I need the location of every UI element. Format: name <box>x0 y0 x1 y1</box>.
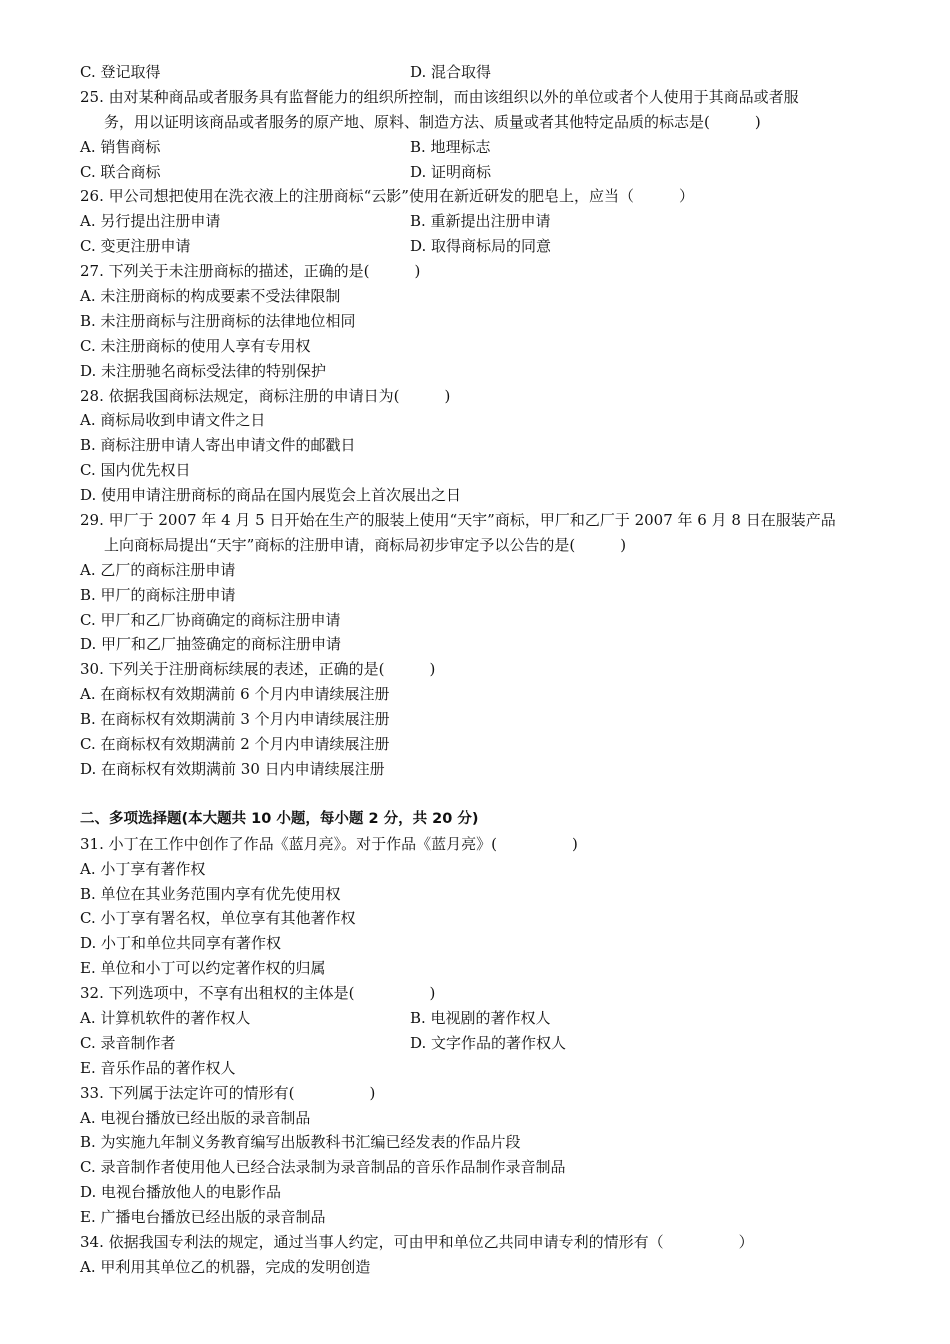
q28-option-d: D. 使用申请注册商标的商品在国内展览会上首次展出之日 <box>80 486 462 505</box>
q34-option-a: A. 甲利用其单位乙的机器，完成的发明创造 <box>80 1257 371 1276</box>
q25-options-cd <box>0 160 950 185</box>
q29-option-b: B. 甲厂的商标注册申请 <box>80 585 236 604</box>
q26-option-c: C. 变更注册申请 <box>80 237 191 256</box>
q25-options-ab <box>0 135 950 160</box>
q34-stem: 34. 依据我国专利法的规定，通过当事人约定，可由甲和单位乙共同申请专利的情形有（ ） <box>80 1232 754 1251</box>
q29-option-d: D. 甲厂和乙厂抽签确定的商标注册申请 <box>80 635 342 654</box>
q29-option-c: C. 甲厂和乙厂协商确定的商标注册申请 <box>80 610 341 629</box>
q26-option-a: A. 另行提出注册申请 <box>80 212 221 231</box>
q33-option-d: D. 电视台播放他人的电影作品 <box>80 1183 282 1202</box>
q28-option-c: C. 国内优先权日 <box>80 461 191 480</box>
section-spacer <box>0 782 950 807</box>
q26-option-b: B. 重新提出注册申请 <box>410 212 551 231</box>
q27-stem: 27. 下列关于未注册商标的描述，正确的是( ) <box>80 262 421 281</box>
q31-option-c: C. 小丁享有署名权，单位享有其他著作权 <box>80 909 356 928</box>
q26-options-ab <box>0 209 950 234</box>
q33-option-e: E. 广播电台播放已经出版的录音制品 <box>80 1208 326 1227</box>
q25-option-c: C. 联合商标 <box>80 162 161 181</box>
q25-option-a: A. 销售商标 <box>80 137 161 156</box>
q32-option-b: B. 电视剧的著作权人 <box>410 1008 551 1027</box>
emphasis-dots: 不享有 <box>198 984 244 1003</box>
q33-option-c: C. 录音制作者使用他人已经合法录制为录音制品的音乐作品制作录音制品 <box>80 1158 566 1177</box>
q25-stem-line-1: 25. 由对某种商品或者服务具有监督能力的组织所控制，而由该组织以外的单位或者个人使用于其商品或者服 <box>80 87 799 106</box>
q25-option-b: B. 地理标志 <box>410 137 491 156</box>
exam-page <box>0 60 950 1280</box>
q32-option-d: D. 文字作品的著作权人 <box>410 1033 567 1052</box>
q31-option-d: D. 小丁和单位共同享有著作权 <box>80 934 282 953</box>
q25-stem-line-2: 务，用以证明该商品或者服务的原产地、原料、制造方法、质量或者其他特定品质的标志是( ) <box>104 112 761 131</box>
q28-option-a: A. 商标局收到申请文件之日 <box>80 411 266 430</box>
q32-option-a: A. 计算机软件的著作权人 <box>80 1008 251 1027</box>
q32-stem: 32. 下列选项中，不享有出租权的主体是( ) <box>0 981 950 1006</box>
q24-option-c: C. 登记取得 <box>80 63 161 81</box>
section-heading: 二、多项选择题(本大题共 10 小题，每小题 2 分，共 20 分) <box>80 810 479 827</box>
q33-stem: 33. 下列属于法定许可的情形有( ) <box>80 1083 376 1102</box>
q26-stem: 26. 甲公司想把使用在洗衣液上的注册商标“云影”使用在新近研发的肥皂上，应当（ ） <box>80 187 694 206</box>
q32-option-e: E. 音乐作品的著作权人 <box>80 1058 236 1077</box>
q31-option-b: B. 单位在其业务范围内享有优先使用权 <box>80 884 341 903</box>
q32-options-cd <box>0 1031 950 1056</box>
q30-option-a: A. 在商标权有效期满前 6 个月内申请续展注册 <box>80 685 390 704</box>
q31-option-a: A. 小丁享有著作权 <box>80 859 206 878</box>
q27-option-c: C. 未注册商标的使用人享有专用权 <box>80 336 311 355</box>
q32-option-c: C. 录音制作者 <box>80 1033 176 1052</box>
q29-stem-line-2: 上向商标局提出“天宇”商标的注册申请，商标局初步审定予以公告的是( ) <box>104 535 627 554</box>
q30-option-b: B. 在商标权有效期满前 3 个月内申请续展注册 <box>80 710 390 729</box>
q33-option-a: A. 电视台播放已经出版的录音制品 <box>80 1108 311 1127</box>
q32-options-ab <box>0 1006 950 1031</box>
q29-option-a: A. 乙厂的商标注册申请 <box>80 560 236 579</box>
q30-stem: 30. 下列关于注册商标续展的表述，正确的是( ) <box>80 660 436 679</box>
q30-option-c: C. 在商标权有效期满前 2 个月内申请续展注册 <box>80 735 390 754</box>
q31-option-e: E. 单位和小丁可以约定著作权的归属 <box>80 959 326 978</box>
q31-stem: 31. 小丁在工作中创作了作品《蓝月亮》。对于作品《蓝月亮》( ) <box>80 834 578 853</box>
q33-option-b: B. 为实施九年制义务教育编写出版教科书汇编已经发表的作品片段 <box>80 1133 521 1152</box>
q28-stem: 28. 依据我国商标法规定，商标注册的申请日为( ) <box>80 386 451 405</box>
q27-option-d: D. 未注册驰名商标受法律的特别保护 <box>80 361 327 380</box>
q29-stem-line-1: 29. 甲厂于 2007 年 4 月 5 日开始在生产的服装上使用“天宇”商标，甲厂和乙厂于 2007 年 6 月 8 日在服装产品 <box>80 511 836 530</box>
q27-option-a: A. 未注册商标的构成要素不受法律限制 <box>80 287 341 306</box>
q24-option-d: D. 混合取得 <box>410 63 492 81</box>
q26-options-cd <box>0 234 950 259</box>
q30-option-d: D. 在商标权有效期满前 30 日内申请续展注册 <box>80 759 385 778</box>
q28-option-b: B. 商标注册申请人寄出申请文件的邮戳日 <box>80 436 356 455</box>
q27-option-b: B. 未注册商标与注册商标的法律地位相同 <box>80 311 356 330</box>
q26-option-d: D. 取得商标局的同意 <box>410 237 552 256</box>
q25-option-d: D. 证明商标 <box>410 162 492 181</box>
q24-options-cd <box>0 60 950 85</box>
